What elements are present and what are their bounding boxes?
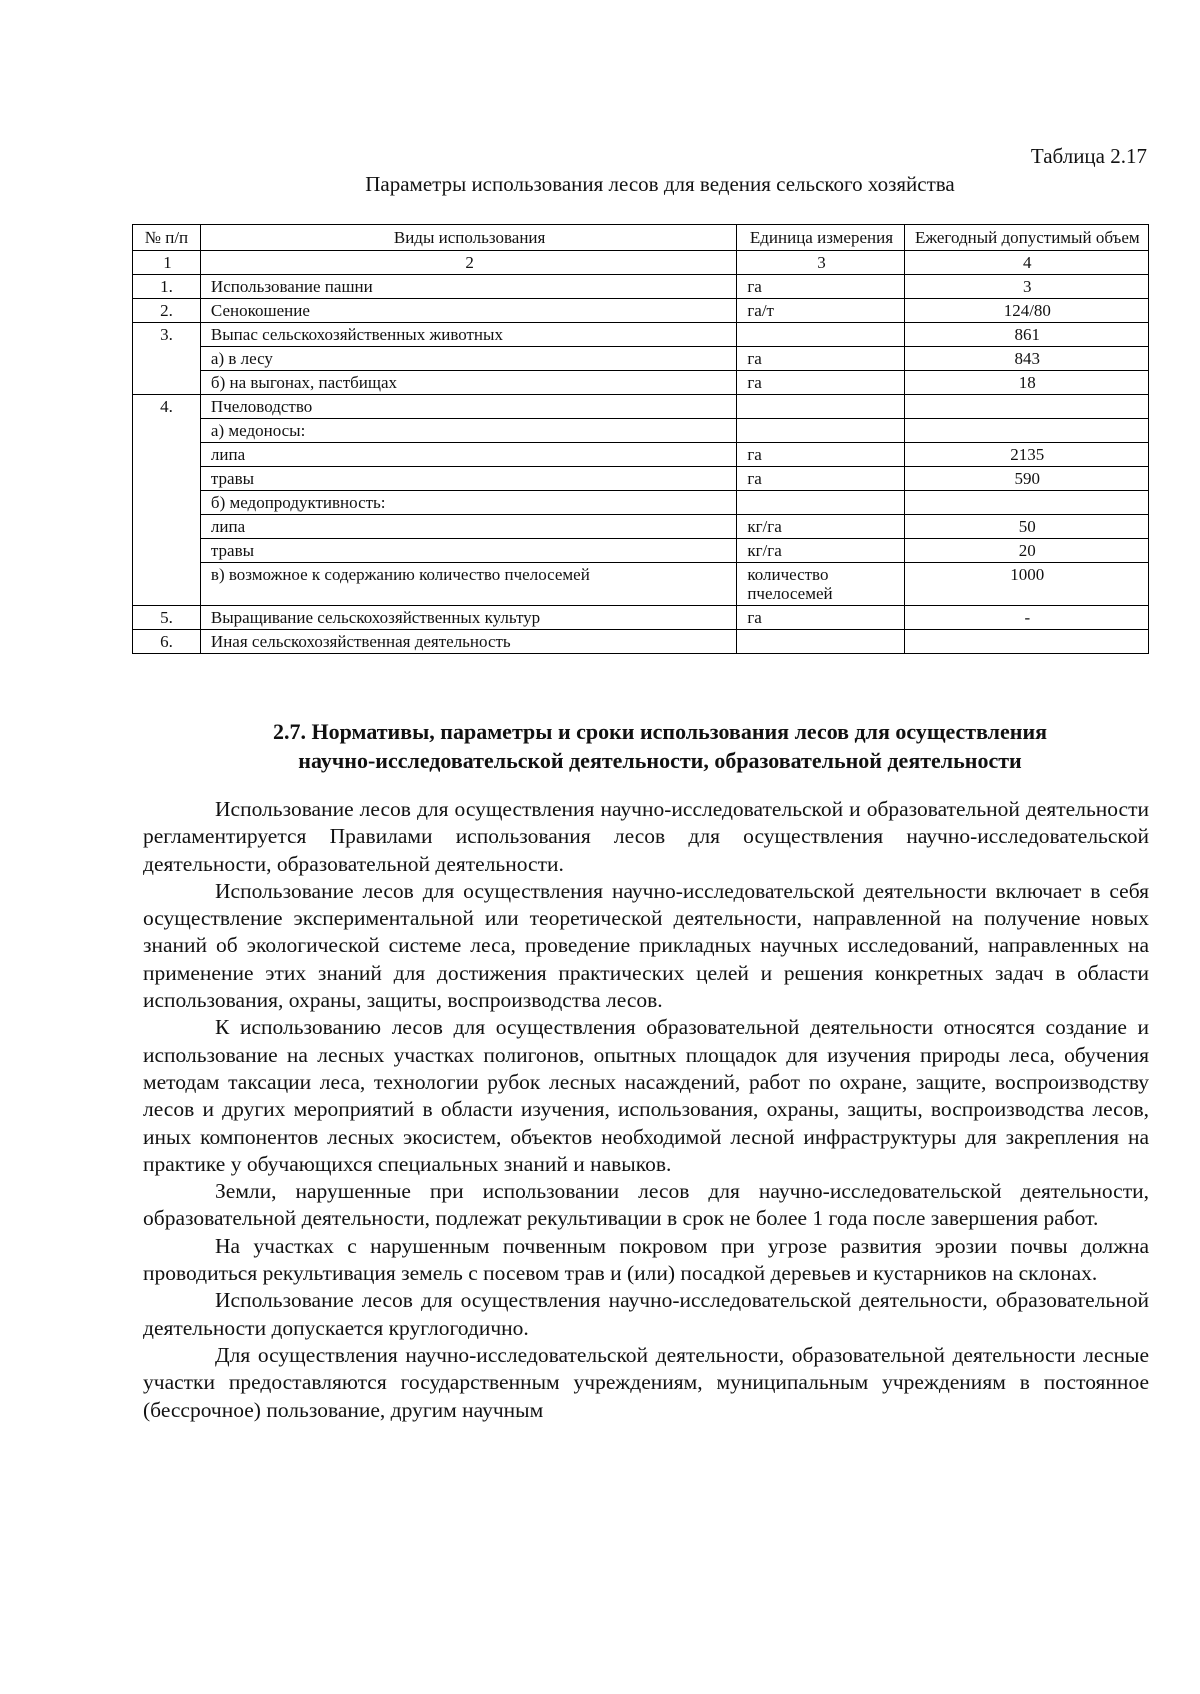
row-name: травы xyxy=(200,467,736,491)
header-num: № п/п xyxy=(133,225,201,251)
row-value xyxy=(904,395,1148,419)
section-title-line: 2.7. Нормативы, параметры и сроки использования лесов для осуществления xyxy=(272,719,1048,744)
row-name: б) медопродуктивность: xyxy=(200,491,736,515)
row-name: а) медоносы: xyxy=(200,419,736,443)
column-number-row xyxy=(133,251,1149,275)
row-num xyxy=(133,347,201,371)
row-name: Использование пашни xyxy=(200,275,736,299)
row-num xyxy=(133,467,201,491)
header-kind: Виды использования xyxy=(200,225,736,251)
row-value: - xyxy=(904,606,1148,630)
row-value: 18 xyxy=(904,371,1148,395)
paragraph: Для осуществления научно-исследовательской деятельности, образовательной деятельности лесные участки предоставляются государственным учреждениям, муниципальным учреждениям в постоянное (бессрочное) пользование, другим научным xyxy=(143,1342,1149,1422)
header-unit: Единица измерения xyxy=(737,225,904,251)
row-name: а) в лесу xyxy=(200,347,736,371)
col-number: 4 xyxy=(904,251,1148,275)
col-number: 3 xyxy=(737,251,904,275)
row-num: 5. xyxy=(133,606,201,630)
row-num: 1. xyxy=(133,275,201,299)
paragraph: На участках с нарушенным почвенным покровом при угрозе развития эрозии почвы должна проводиться рекультивация земель с посевом трав и (или) посадкой деревьев и кустарников на склонах. xyxy=(143,1233,1149,1286)
table-row xyxy=(133,347,1149,371)
table-number: Таблица 2.17 xyxy=(1030,144,1147,168)
table-row xyxy=(133,275,1149,299)
table-row xyxy=(133,371,1149,395)
row-name: Сенокошение xyxy=(200,299,736,323)
row-name: травы xyxy=(200,539,736,563)
row-unit: га xyxy=(737,443,904,467)
row-value: 20 xyxy=(904,539,1148,563)
row-value xyxy=(904,419,1148,443)
row-unit: кг/га xyxy=(737,515,904,539)
row-value: 861 xyxy=(904,323,1148,347)
paragraph: Использование лесов для осуществления научно-исследовательской деятельности, образовательной деятельности допускается круглогодично. xyxy=(143,1288,1149,1340)
row-num xyxy=(133,419,201,443)
params-table xyxy=(132,224,1149,654)
table-row xyxy=(133,539,1149,563)
row-num: 4. xyxy=(133,395,201,419)
row-value xyxy=(904,491,1148,515)
table-header-row xyxy=(133,225,1149,251)
table-row xyxy=(133,299,1149,323)
row-unit: га xyxy=(737,347,904,371)
row-name: б) на выгонах, пастбищах xyxy=(200,371,736,395)
row-name: Пчеловодство xyxy=(200,395,736,419)
row-value: 3 xyxy=(904,275,1148,299)
row-num: 2. xyxy=(133,299,201,323)
row-num xyxy=(133,443,201,467)
row-num xyxy=(133,539,201,563)
row-name: Выращивание сельскохозяйственных культур xyxy=(200,606,736,630)
row-unit: га xyxy=(737,467,904,491)
row-unit xyxy=(737,491,904,515)
table-row xyxy=(133,395,1149,419)
row-name: Иная сельскохозяйственная деятельность xyxy=(200,630,736,654)
row-value: 843 xyxy=(904,347,1148,371)
row-num xyxy=(133,563,201,606)
row-unit: количество пчелосемей xyxy=(737,563,904,606)
col-number: 1 xyxy=(133,251,201,275)
row-value: 590 xyxy=(904,467,1148,491)
table-row xyxy=(133,606,1149,630)
section-title xyxy=(200,717,1120,775)
table-row xyxy=(133,419,1149,443)
paragraph: Земли, нарушенные при использовании лесов для научно-исследовательской деятельности, образовательной деятельности, подлежат рекультивации в срок не более 1 года после завершения работ. xyxy=(143,1179,1149,1231)
header-volume: Ежегодный допустимый объем xyxy=(904,225,1148,251)
table-row xyxy=(133,323,1149,347)
row-unit: га xyxy=(737,275,904,299)
row-name: липа xyxy=(200,515,736,539)
table-row xyxy=(133,515,1149,539)
row-value: 124/80 xyxy=(904,299,1148,323)
table-row xyxy=(133,563,1149,606)
row-num xyxy=(133,515,201,539)
row-unit xyxy=(737,419,904,443)
body-text xyxy=(143,796,1149,1424)
row-unit xyxy=(737,323,904,347)
row-name: липа xyxy=(200,443,736,467)
row-value xyxy=(904,630,1148,654)
row-name: Выпас сельскохозяйственных животных xyxy=(200,323,736,347)
row-unit xyxy=(737,395,904,419)
table-row xyxy=(133,491,1149,515)
row-unit: кг/га xyxy=(737,539,904,563)
table-caption: Параметры использования лесов для ведения сельского хозяйства xyxy=(365,172,955,196)
col-number: 2 xyxy=(200,251,736,275)
table-row xyxy=(133,443,1149,467)
paragraph: Использование лесов для осуществления научно-исследовательской деятельности включает в себя осуществление экспериментальной или теоретической деятельности, направленной на получение новых знаний об экологической системе леса, проведение прикладных научных исследований, направленных на применение этих знаний для достижения практических целей и решения конкретных задач в области использования, охраны, защиты, воспроизводства лесов. xyxy=(143,878,1149,1013)
row-value: 1000 xyxy=(904,563,1148,606)
row-unit: га xyxy=(737,606,904,630)
row-num xyxy=(133,371,201,395)
row-value: 50 xyxy=(904,515,1148,539)
section-title-line: научно-исследовательской деятельности, образовательной деятельности xyxy=(298,748,1022,773)
paragraph: Использование лесов для осуществления научно-исследовательской и образовательной деятельности регламентируется Правилами использования лесов для осуществления научно-исследовательской деятельности, образовательной деятельности. xyxy=(143,797,1149,876)
row-num: 6. xyxy=(133,630,201,654)
row-name: в) возможное к содержанию количество пчелосемей xyxy=(200,563,736,606)
row-num xyxy=(133,491,201,515)
row-unit: га/т xyxy=(737,299,904,323)
row-unit xyxy=(737,630,904,654)
row-value: 2135 xyxy=(904,443,1148,467)
row-num: 3. xyxy=(133,323,201,347)
row-unit: га xyxy=(737,371,904,395)
table-row xyxy=(133,467,1149,491)
paragraph: К использованию лесов для осуществления образовательной деятельности относятся создание и использование на лесных участках полигонов, опытных площадок для изучения природы леса, обучения методам таксации леса, технологии рубок лесных насаждений, работ по охране, защите, воспроизводству лесов и других мероприятий в области изучения, использования, охраны, защиты, воспроизводства лесов, иных компонентов лесных экосистем, объектов необходимой лесной инфраструктуры для закрепления на практике у обучающихся специальных знаний и навыков. xyxy=(143,1015,1149,1176)
table-row xyxy=(133,630,1149,654)
